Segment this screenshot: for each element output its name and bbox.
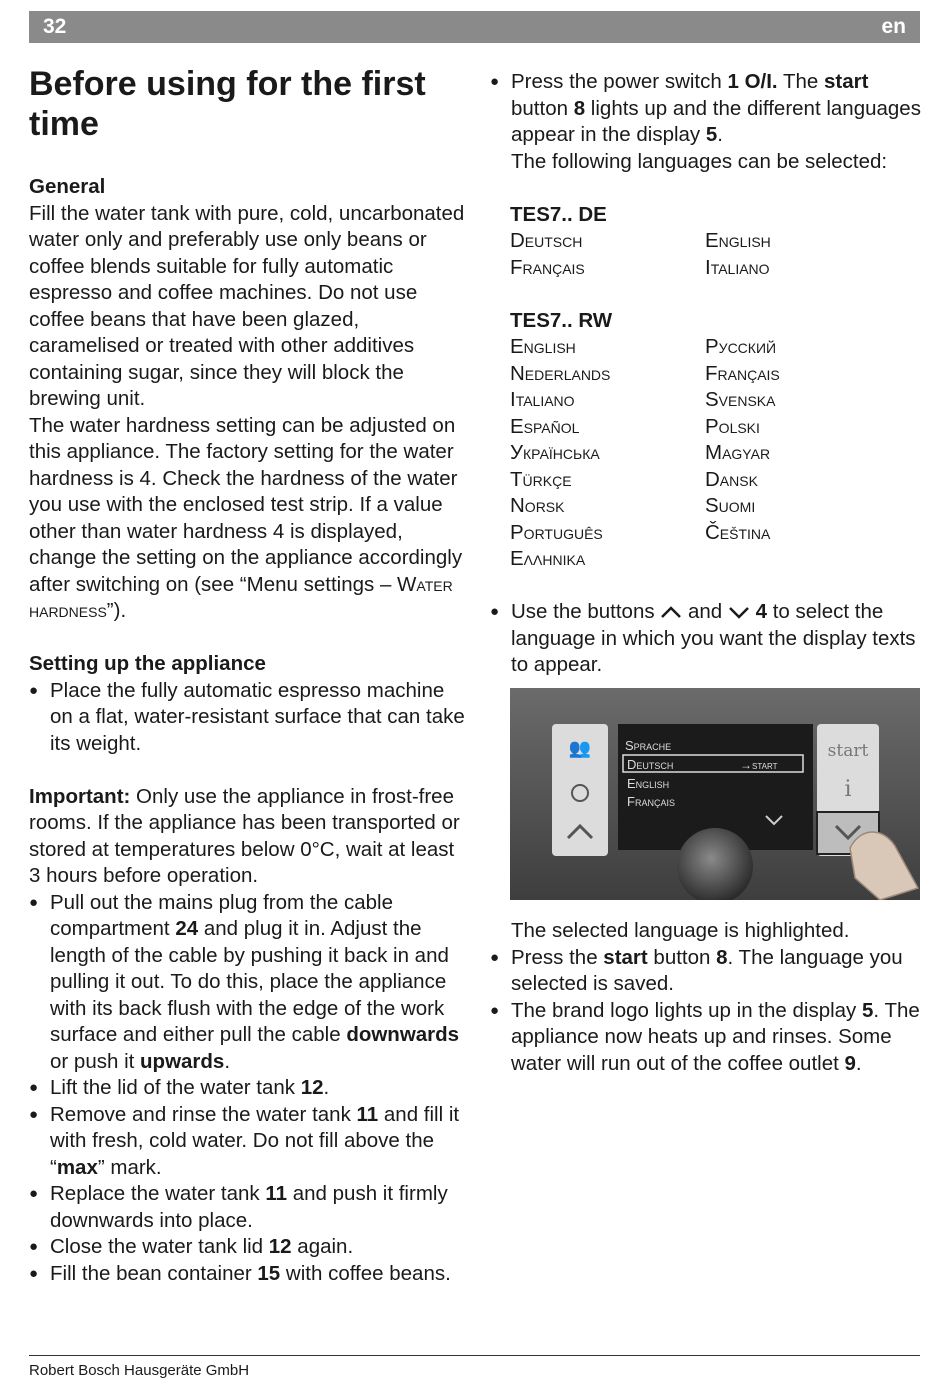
info-button-label: i — [844, 777, 852, 802]
rw-language-3: Français — [705, 361, 780, 385]
general-text: Fill the water tank with pure, cold, uncarbonated water only and preferably use only beans or coffee blends suitable for fully automatic espresso and coffee machines. Do not use coffee beans that have been glazed, caramelised or treated with other additives containing sugar, since they will block the brewing unit. — [29, 201, 465, 410]
rw-language-0: English — [510, 335, 576, 358]
select-bullet: ● Use the buttons and 4 to select the language in which you want the display texts to appear. — [490, 599, 930, 679]
de-language-list — [510, 228, 930, 281]
right-column-lower — [490, 918, 930, 1077]
bullet-close: ● Close the water tank lid 12 again. — [29, 1234, 469, 1261]
rw-language-list — [510, 334, 930, 573]
setup-bullet: ● Place the fully automatic espresso machine on a flat, water-resistant surface that can take its weight. — [29, 678, 469, 758]
de-language-3: Italiano — [705, 255, 770, 279]
highlight-note: The selected language is highlighted. — [511, 919, 850, 942]
rw-language-7: Polski — [705, 414, 760, 438]
bullet-replace: ● Replace the water tank 11 and push it firmly downwards into place. — [29, 1181, 469, 1234]
language-code: en — [881, 15, 906, 38]
de-language-0: Deutsch — [510, 229, 583, 252]
setup-heading: Setting up the appliance — [29, 652, 266, 675]
rw-language-4: Italiano — [510, 388, 575, 411]
languages-intro: The following languages can be selected: — [511, 149, 888, 173]
page-number: 32 — [43, 15, 67, 38]
page-header — [29, 11, 920, 43]
footer-text: Robert Bosch Hausgeräte GmbH — [29, 1362, 250, 1379]
rw-language-16: Ελληνικα — [510, 547, 586, 570]
rw-language-6: Español — [510, 414, 580, 438]
rw-language-15: Čeština — [705, 520, 771, 544]
rw-language-2: Nederlands — [510, 361, 611, 385]
rw-language-8: Українська — [510, 441, 600, 464]
display-title: Sprache — [625, 738, 672, 753]
display-item-1: Deutsch — [627, 757, 674, 772]
rw-language-1: Русский — [705, 335, 777, 358]
rw-language-12: Norsk — [510, 494, 565, 517]
bullet-beans: ● Fill the bean container 15 with coffee beans. — [29, 1261, 469, 1288]
chevron-up-icon — [660, 605, 682, 619]
power-bullet: ● Press the power switch 1 O/I. The start button 8 lights up and the different languages appear in the display 5. — [490, 69, 930, 149]
rw-language-9: Magyar — [705, 441, 771, 464]
display-start-hint: →start — [740, 758, 778, 772]
rw-language-17 — [705, 546, 905, 573]
display-item-3: Français — [627, 794, 675, 809]
de-model-heading: TES7.. DE — [510, 202, 607, 226]
rw-language-14: Português — [510, 520, 603, 544]
page-title: Before using for the first time — [29, 65, 426, 143]
display-item-2: English — [627, 776, 670, 791]
general-heading: General — [29, 175, 106, 198]
chevron-down-icon — [728, 605, 750, 619]
display-illustration — [510, 688, 920, 900]
rw-language-5: Svenska — [705, 388, 776, 411]
logo-bullet: ● The brand logo lights up in the display 5. The appliance now heats up and rinses. Some water will run out of the coffee outlet 9. — [490, 998, 930, 1078]
start-button-label: start — [827, 741, 869, 761]
de-language-1: English — [705, 229, 771, 252]
footer-divider — [29, 1355, 920, 1356]
hardness-text: The water hardness setting can be adjusted on this appliance. The factory setting for the water hardness is 4. Check the hardness of the water you use with the enclosed test strip. If a value other than water hardness 4 is displayed, change the setting on the appliance accordingly after switching on (see “Menu settings – Water hardness”). — [29, 413, 463, 622]
rw-language-10: Türkçe — [510, 467, 572, 491]
bullet-rinse: ● Remove and rinse the water tank 11 and fill it with fresh, cold water. Do not fill above the “max” mark. — [29, 1102, 469, 1182]
rw-language-11: Dansk — [705, 467, 758, 491]
bullet-plug: ● Pull out the mains plug from the cable compartment 24 and plug it in. Adjust the length of the cable by pushing it back in and pulling it out. To do this, place the appliance with its back flush with the edge of the work surface and either pull the cable downwards or push it upwards. — [29, 890, 469, 1076]
rw-model-heading: TES7.. RW — [510, 308, 613, 332]
rw-language-13: Suomi — [705, 494, 756, 517]
people-icon: 👥 — [568, 738, 592, 758]
right-column — [490, 69, 930, 679]
important-note: Important: Only use the appliance in frost-free rooms. If the appliance has been transported or stored at temperatures below 0°C, wait at least 3 hours before operation. — [29, 784, 460, 887]
start-bullet: ● Press the start button 8. The language you selected is saved. — [490, 945, 930, 998]
bullet-lid: ● Lift the lid of the water tank 12. — [29, 1075, 469, 1102]
de-language-2: Français — [510, 255, 585, 279]
left-column — [29, 174, 469, 1287]
